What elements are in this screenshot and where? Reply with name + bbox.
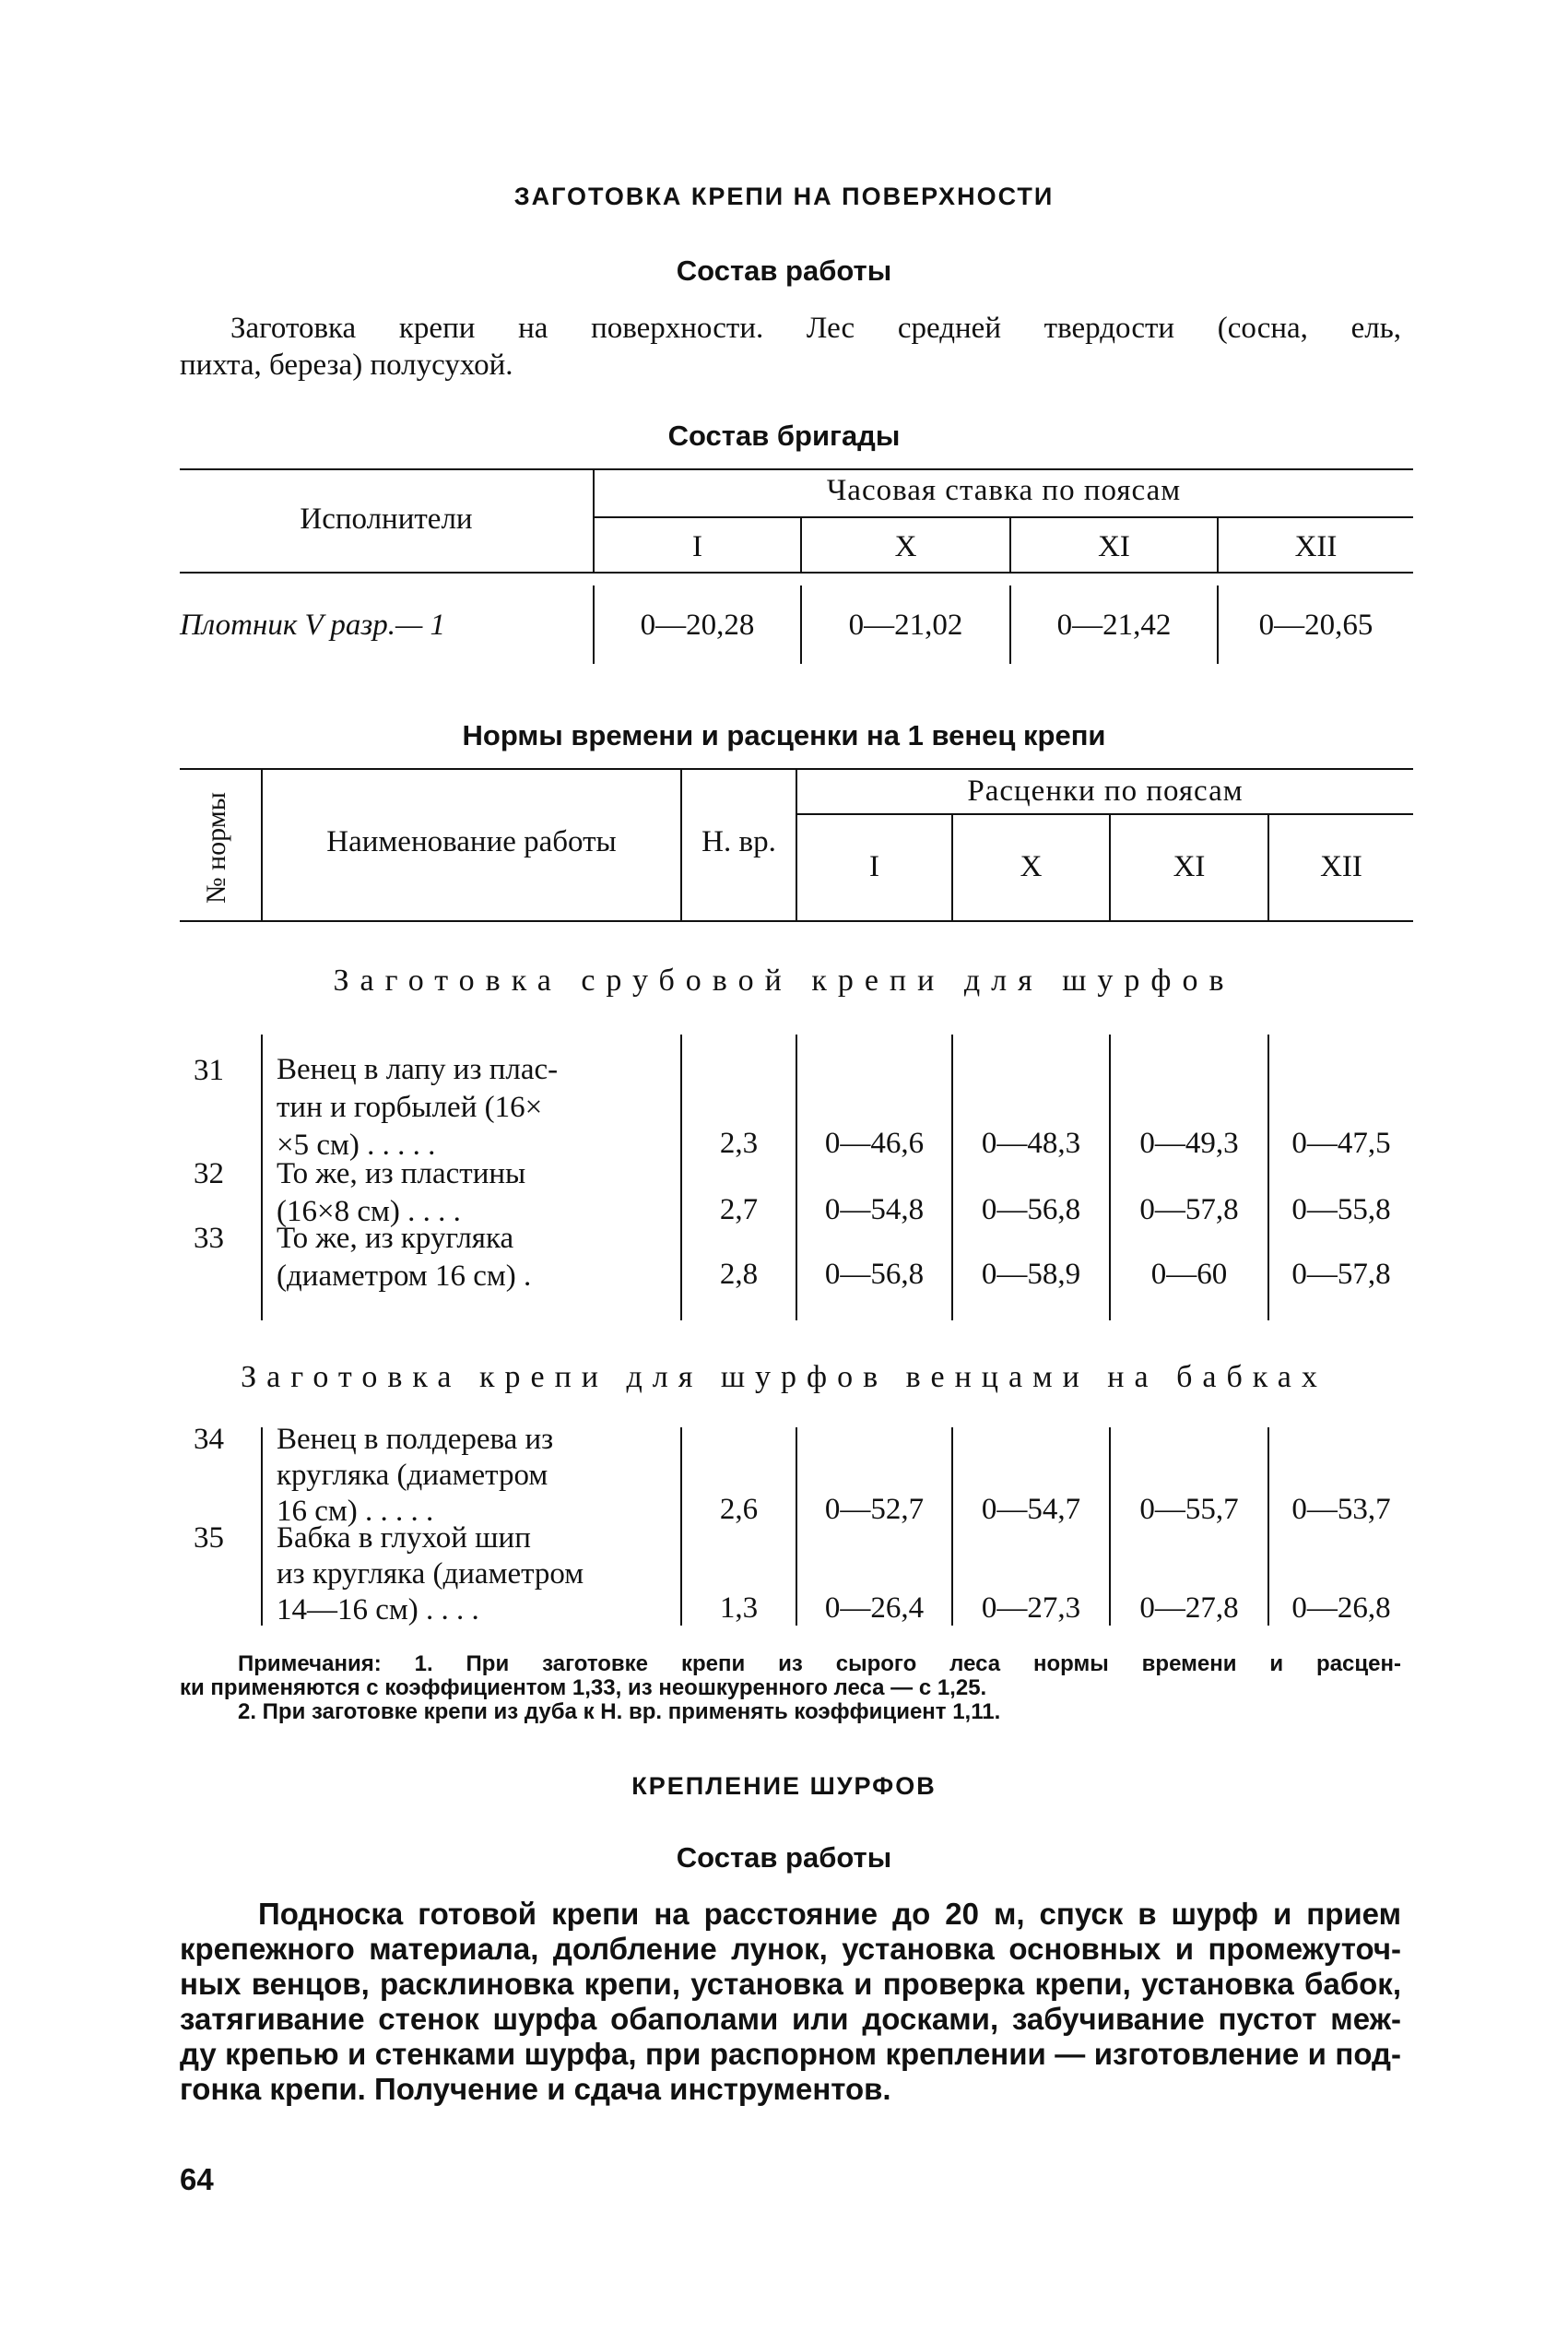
norms-heading: Нормы времени и расценки на 1 венец крепи (462, 719, 1106, 751)
rate-value: 0—56,8 (981, 1193, 1081, 1226)
rate-value: 0—54,7 (981, 1493, 1081, 1526)
norm-number: 31 (194, 1054, 224, 1087)
work-name-line: 16 см) . . . . . (277, 1495, 434, 1528)
group-title: Заготовка срубовой крепи для шурфов (333, 964, 1235, 998)
section-title: КРЕПЛЕНИЕ ШУРФОВ (631, 1772, 937, 1800)
rate-value: 0—58,9 (981, 1258, 1081, 1291)
col-time-norm: Н. вр. (701, 825, 776, 858)
time-norm: 2,8 (719, 1258, 759, 1291)
work-heading: Состав работы (676, 254, 892, 287)
work-name-line: тин и горбылей (16× (277, 1091, 543, 1124)
rate-value: 0—27,8 (1139, 1591, 1239, 1625)
norm-number: 34 (194, 1423, 224, 1456)
work-text-line-1: Подноска готовой крепи на расстояние до 20 м, спуск в шурф и прием (258, 1897, 1401, 1931)
rate-value: 0—26,8 (1291, 1591, 1391, 1625)
rate-value: 0—46,6 (824, 1127, 925, 1160)
work-name-line: из кругляка (диаметром (277, 1557, 584, 1591)
work-heading: Состав работы (676, 1841, 892, 1874)
rate-value: 0—20,28 (640, 609, 755, 642)
work-name-line: (16×8 см) . . . . (277, 1195, 461, 1228)
work-text-line-3: ных венцов, расклиновка крепи, установка и проверка крепи, установка бабок, (180, 1967, 1401, 2001)
zone-header: I (869, 850, 879, 883)
rate-value: 0—57,8 (1139, 1193, 1239, 1226)
rate-value: 0—20,65 (1258, 609, 1373, 642)
rate-value: 0—27,3 (981, 1591, 1081, 1625)
zone-header: X (894, 530, 917, 563)
work-text-line-4: затягивание стенок шурфа обаполами или досками, забучивание пустот меж- (180, 2002, 1401, 2036)
work-name-line: 14—16 см) . . . . (277, 1593, 479, 1626)
time-norm: 2,6 (719, 1493, 759, 1526)
work-name-line: (диаметром 16 см) . (277, 1260, 532, 1293)
rate-value: 0—21,02 (848, 609, 963, 642)
norm-number: 33 (194, 1222, 224, 1255)
rate-value: 0—47,5 (1291, 1127, 1391, 1160)
work-text-line-6: гонка крепи. Получение и сдача инструментов. (180, 2072, 891, 2106)
zone-header: X (1020, 850, 1043, 883)
col-hourly-rate: Часовая ставка по поясам (826, 474, 1182, 507)
zone-header: XII (1320, 850, 1362, 883)
rate-value: 0—57,8 (1291, 1258, 1391, 1291)
work-name-line: ×5 см) . . . . . (277, 1129, 436, 1162)
zone-header: XI (1173, 850, 1206, 883)
brigade-heading: Состав бригады (667, 420, 901, 452)
rate-value: 0—52,7 (824, 1493, 925, 1526)
time-norm: 1,3 (719, 1591, 759, 1625)
rate-value: 0—60 (1150, 1258, 1228, 1291)
work-text-line-1: Заготовка крепи на поверхности. Лес средней твердости (сосна, ель, (230, 312, 1401, 345)
time-norm: 2,3 (719, 1127, 759, 1160)
page-number: 64 (180, 2162, 214, 2196)
norm-number: 32 (194, 1157, 224, 1190)
rate-value: 0—56,8 (824, 1258, 925, 1291)
col-norm-number: № нормы (201, 792, 231, 904)
work-name-line: кругляка (диаметром (277, 1459, 548, 1492)
rate-value: 0—48,3 (981, 1127, 1081, 1160)
rate-value: 0—26,4 (824, 1591, 925, 1625)
col-rates: Расценки по поясам (967, 775, 1244, 808)
performer-label: Плотник V разр.— 1 (180, 609, 446, 642)
group-title: Заготовка крепи для шурфов венцами на бабках (241, 1360, 1327, 1394)
note-line-2: ки применяются с коэффициентом 1,33, из неошкуренного леса — с 1,25. (180, 1675, 987, 1700)
work-name-line: То же, из кругляка (277, 1222, 514, 1255)
work-text-line-2: крепежного материала, долбление лунок, установка основных и промежуточ- (180, 1932, 1401, 1966)
work-text-line-2: пихта, береза) полусухой. (180, 349, 513, 382)
section-title: ЗАГОТОВКА КРЕПИ НА ПОВЕРХНОСТИ (513, 183, 1055, 210)
col-performers: Исполнители (300, 503, 473, 536)
col-work-name: Наименование работы (326, 825, 617, 858)
work-name-line: Венец в полдерева из (277, 1423, 554, 1456)
rate-value: 0—55,8 (1291, 1193, 1391, 1226)
time-norm: 2,7 (719, 1193, 759, 1226)
note-line-1: Примечания: 1. При заготовке крепи из сырого леса нормы времени и расцен- (238, 1651, 1401, 1676)
rate-value: 0—21,42 (1056, 609, 1172, 642)
rate-value: 0—55,7 (1139, 1493, 1239, 1526)
zone-header: XI (1098, 530, 1130, 563)
work-name-line: Венец в лапу из плас- (277, 1053, 559, 1086)
work-name-line: Бабка в глухой шип (277, 1521, 531, 1555)
zone-header: I (692, 530, 702, 563)
note-line-3: 2. При заготовке крепи из дуба к Н. вр. применять коэффициент 1,11. (238, 1699, 1001, 1724)
work-text-line-5: ду крепью и стенками шурфа, при распорном креплении — изготовление и под- (180, 2037, 1401, 2071)
rate-value: 0—53,7 (1291, 1493, 1391, 1526)
work-name-line: То же, из пластины (277, 1157, 526, 1190)
zone-header: XII (1294, 530, 1338, 563)
norm-number: 35 (194, 1521, 224, 1555)
rate-value: 0—49,3 (1139, 1127, 1239, 1160)
rate-value: 0—54,8 (824, 1193, 925, 1226)
